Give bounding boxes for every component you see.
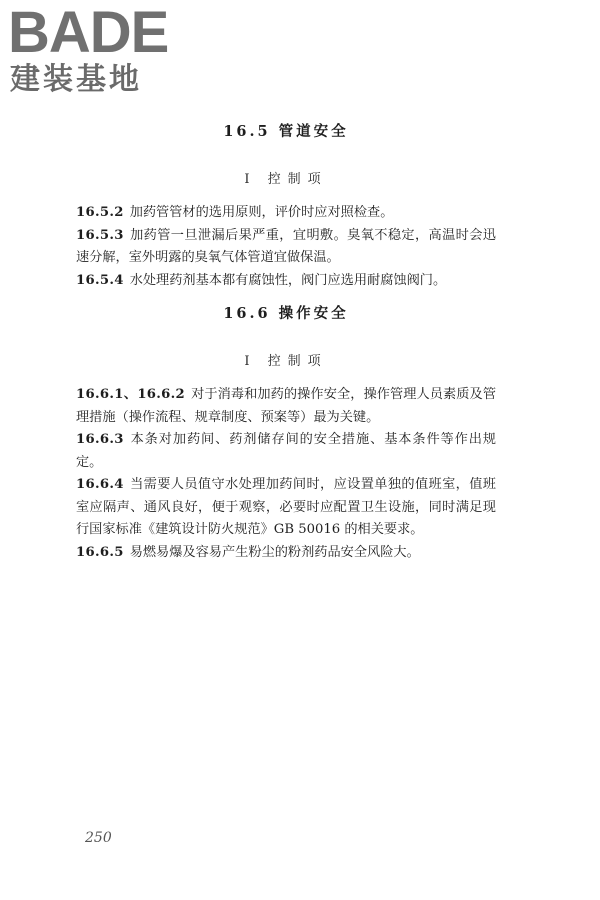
clause-text: 易燃易爆及容易产生粉尘的粉剂药品安全风险大。: [129, 544, 420, 560]
clause-number: 16.5.3: [76, 227, 124, 243]
clause-text: 加药管管材的选用原则，评价时应对照检查。: [129, 205, 394, 220]
section-title-16-6: 16.6 操作安全: [223, 305, 349, 322]
clause-number: 16.6.4: [76, 477, 124, 492]
clause-number: 16.6.5: [76, 544, 124, 560]
logo-latin-text: BADE: [8, 0, 169, 65]
page-number: 250: [85, 830, 112, 846]
clause-text: 本条对加药间、药剂储存间的安全措施、基本条件等作出规定。: [76, 432, 496, 470]
clause-text: 加药管一旦泄漏后果严重，宜明敷。臭氧不稳定，高温时会迅速分解，室外明露的臭氧气体管道宜做保温。: [76, 227, 496, 265]
clause-text: 水处理药剂基本都有腐蚀性，阀门应选用耐腐蚀阀门。: [129, 272, 447, 288]
clause-number: 16.5.4: [76, 272, 124, 288]
clause-16-6-1-2: [76, 384, 496, 429]
clause-text: 当需要人员值守水处理加药间时，应设置单独的值班室，值班室应隔声、通风良好，便于观察，必要时应配置卫生设施，同时满足现行国家标准《建筑设计防火规范》GB 50016 的相关要求。: [76, 477, 496, 537]
page-content: [76, 122, 496, 564]
clause-text: 对于消毒和加药的操作安全，操作管理人员素质及管理措施（操作流程、规章制度、预案等）最为关键。: [76, 387, 497, 425]
clause-16-5-4: [76, 270, 496, 293]
section-title-16-5: 16.5 管道安全: [223, 123, 349, 140]
logo-chinese-text: 建装基地: [10, 62, 142, 97]
watermark-logo: [8, 0, 183, 97]
clause-16-6-5: [76, 542, 496, 565]
clause-16-5-3: [76, 225, 496, 270]
clause-number: 16.5.2: [76, 205, 124, 220]
clause-16-6-4: [76, 474, 496, 542]
clause-number: 16.6.1、16.6.2: [76, 387, 186, 402]
subhead-control-items: Ⅰ 控制项: [244, 172, 328, 187]
clause-16-5-2: [76, 202, 496, 225]
clause-16-6-3: [76, 429, 496, 474]
subhead-control-items: Ⅰ 控制项: [244, 354, 328, 369]
clause-number: 16.6.3: [76, 432, 124, 447]
